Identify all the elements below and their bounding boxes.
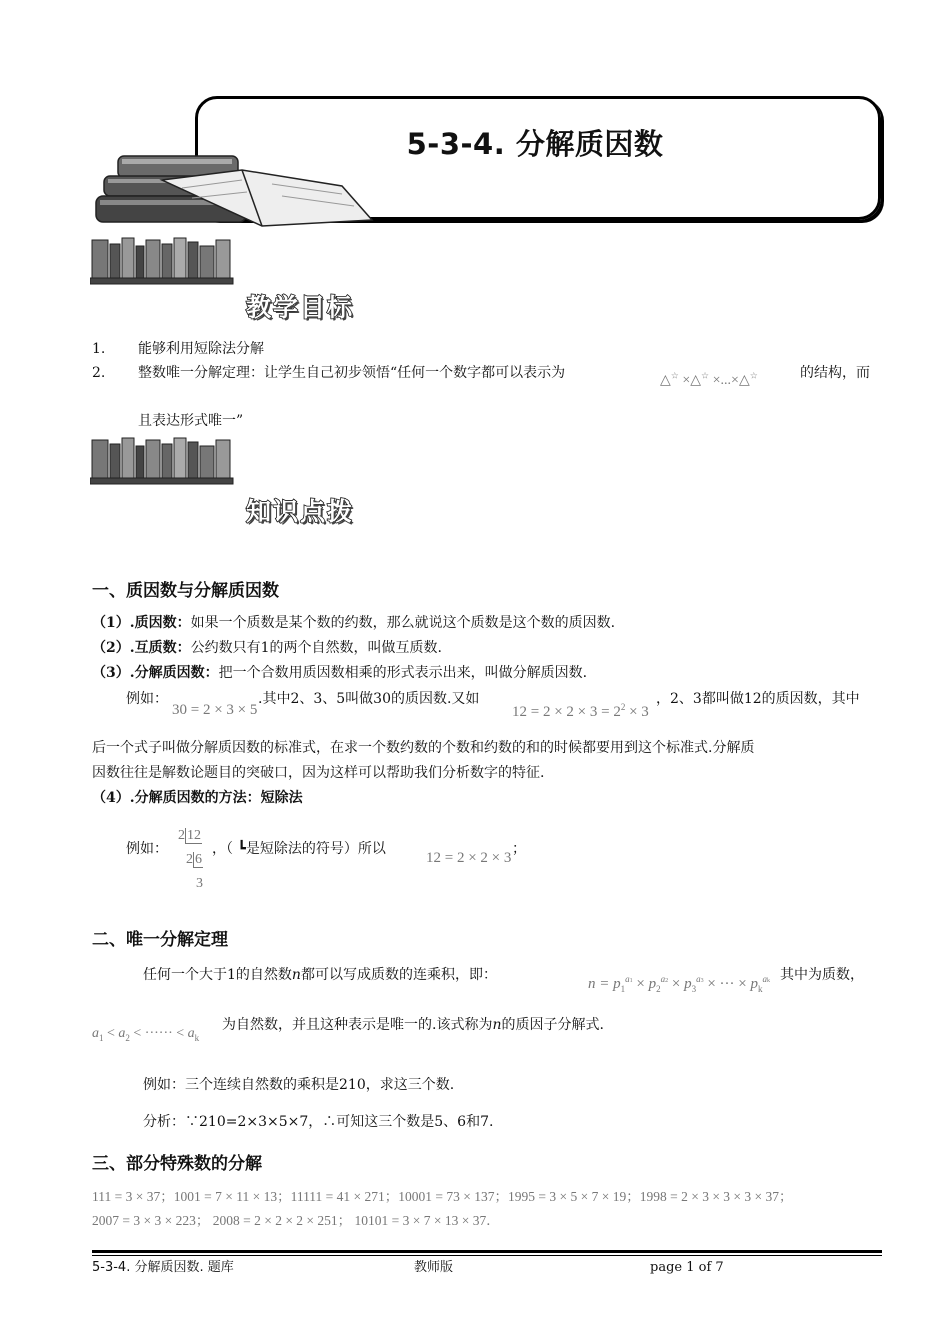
item-3-label: （3）.分解质因数： xyxy=(92,665,219,681)
formula-12: $12 = 2 \times 2 \times 3 = 2^2 \times 3$ xyxy=(512,702,649,720)
example-prefix: 例如： xyxy=(126,691,168,707)
section-banner-knowledge: 知识点拨 xyxy=(246,497,355,526)
goal-number-2: 2. xyxy=(92,365,106,381)
analysis-210: 分析：∵210=2×3×5×7，∴可知这三个数是5、6和7. xyxy=(143,1114,494,1130)
bookshelf-icon xyxy=(90,236,235,286)
footer-rule-thin xyxy=(92,1255,882,1256)
goal-number-1: 1. xyxy=(92,341,106,357)
theorem-inequality: $a_1 < a_2$ < ······ < $a_k$ xyxy=(92,1026,200,1043)
theorem-line-1: 任何一个大于1的自然数n都可以写成质数的连乘积，即： xyxy=(143,967,497,983)
item-3 xyxy=(92,662,587,684)
footer-rule xyxy=(92,1250,882,1253)
item-1-label: （1）.质因数： xyxy=(92,615,191,631)
item-1 xyxy=(92,612,615,634)
theorem-line-1-tail: 其中为质数， xyxy=(780,967,864,983)
page-title: 5-3-4. 分解质因数 xyxy=(406,127,664,161)
example-210: 例如：三个连续自然数的乘积是210，求这三个数. xyxy=(143,1077,455,1093)
example-mid: .其中2、3、5叫做30的质因数.又如 xyxy=(258,691,480,707)
books-illustration xyxy=(92,150,382,230)
short-div-prefix: 例如： xyxy=(126,841,168,857)
goal-text-2a: 整数唯一分解定理：让学生自己初步领悟“任何一个数字都可以表示为 xyxy=(138,365,566,381)
item-4-label: （4）.分解质因数的方法：短除法 xyxy=(92,790,303,806)
footer-left: 5-3-4. 分解质因数. 题库 xyxy=(92,1260,234,1275)
special-line-2: 2007 = 3 × 3 × 223； 2008 = 2 × 2 × 2 × 251； 10101 = 3 × 7 × 13 × 37． xyxy=(92,1213,500,1228)
short-division: 2 12 2 6 3 xyxy=(178,828,203,891)
section-banner-goals: 教学目标 xyxy=(246,293,355,322)
item-1-text: 如果一个质数是某个数的约数，那么就说这个质数是这个数的质因数. xyxy=(190,615,616,631)
bookshelf-icon xyxy=(90,436,235,486)
goal-formula: △☆ ×△☆ ×...×△☆ xyxy=(660,370,758,388)
footer-page-number: page 1 of 7 xyxy=(650,1260,724,1275)
theorem-formula: $n = p_1^{a1} \times p_2^{a2} \times p_3^{a3}$ × ··· × $p_k^{ak}$ xyxy=(588,974,770,994)
goal-text-1: 能够利用短除法分解 xyxy=(138,341,264,357)
heading-part2: 二、唯一分解定理 xyxy=(92,930,228,950)
special-line-1: 111 = 3 × 37；1001 = 7 × 11 × 13；11111 = 41 × 271；10001 = 73 × 137；1995 = 3 × 5 × 7 × 19；1998 = 2 × 3 × 3 × 3 × 37； xyxy=(92,1189,793,1204)
theorem-line-2: 为自然数，并且这种表示是唯一的.该式称为n的质因子分解式. xyxy=(222,1017,604,1033)
item-2-text: 公约数只有1的两个自然数，叫做互质数. xyxy=(190,640,442,656)
short-div-result: 12 = 2 × 2 × 3 xyxy=(426,850,512,866)
heading-part1: 一、质因数与分解质因数 xyxy=(92,581,279,601)
item-3-text: 把一个合数用质因数相乘的形式表示出来，叫做分解质因数. xyxy=(218,665,588,681)
example-end: ，2、3都叫做12的质因数，其中 xyxy=(656,691,860,707)
formula-30: 30 = 2 × 3 × 5 xyxy=(172,702,258,718)
para-line-2: 因数往往是解数论题目的突破口，因为这样可以帮助我们分析数字的特征. xyxy=(92,765,545,781)
para-line-1: 后一个式子叫做分解质因数的标准式，在求一个数约数的个数和约数的和的时候都要用到这个标准式.分解质 xyxy=(92,740,755,756)
item-2-label: （2）.互质数： xyxy=(92,640,191,656)
item-2 xyxy=(92,637,442,659)
goal-text-2c: 且表达形式唯一” xyxy=(138,413,244,429)
short-div-end: ； xyxy=(512,841,526,857)
goal-text-2b: 的结构，而 xyxy=(800,365,870,381)
heading-part3: 三、部分特殊数的分解 xyxy=(92,1154,262,1174)
footer-edition: 教师版 xyxy=(414,1260,454,1275)
short-div-note: ，（ ┗是短除法的符号）所以 xyxy=(212,841,386,857)
